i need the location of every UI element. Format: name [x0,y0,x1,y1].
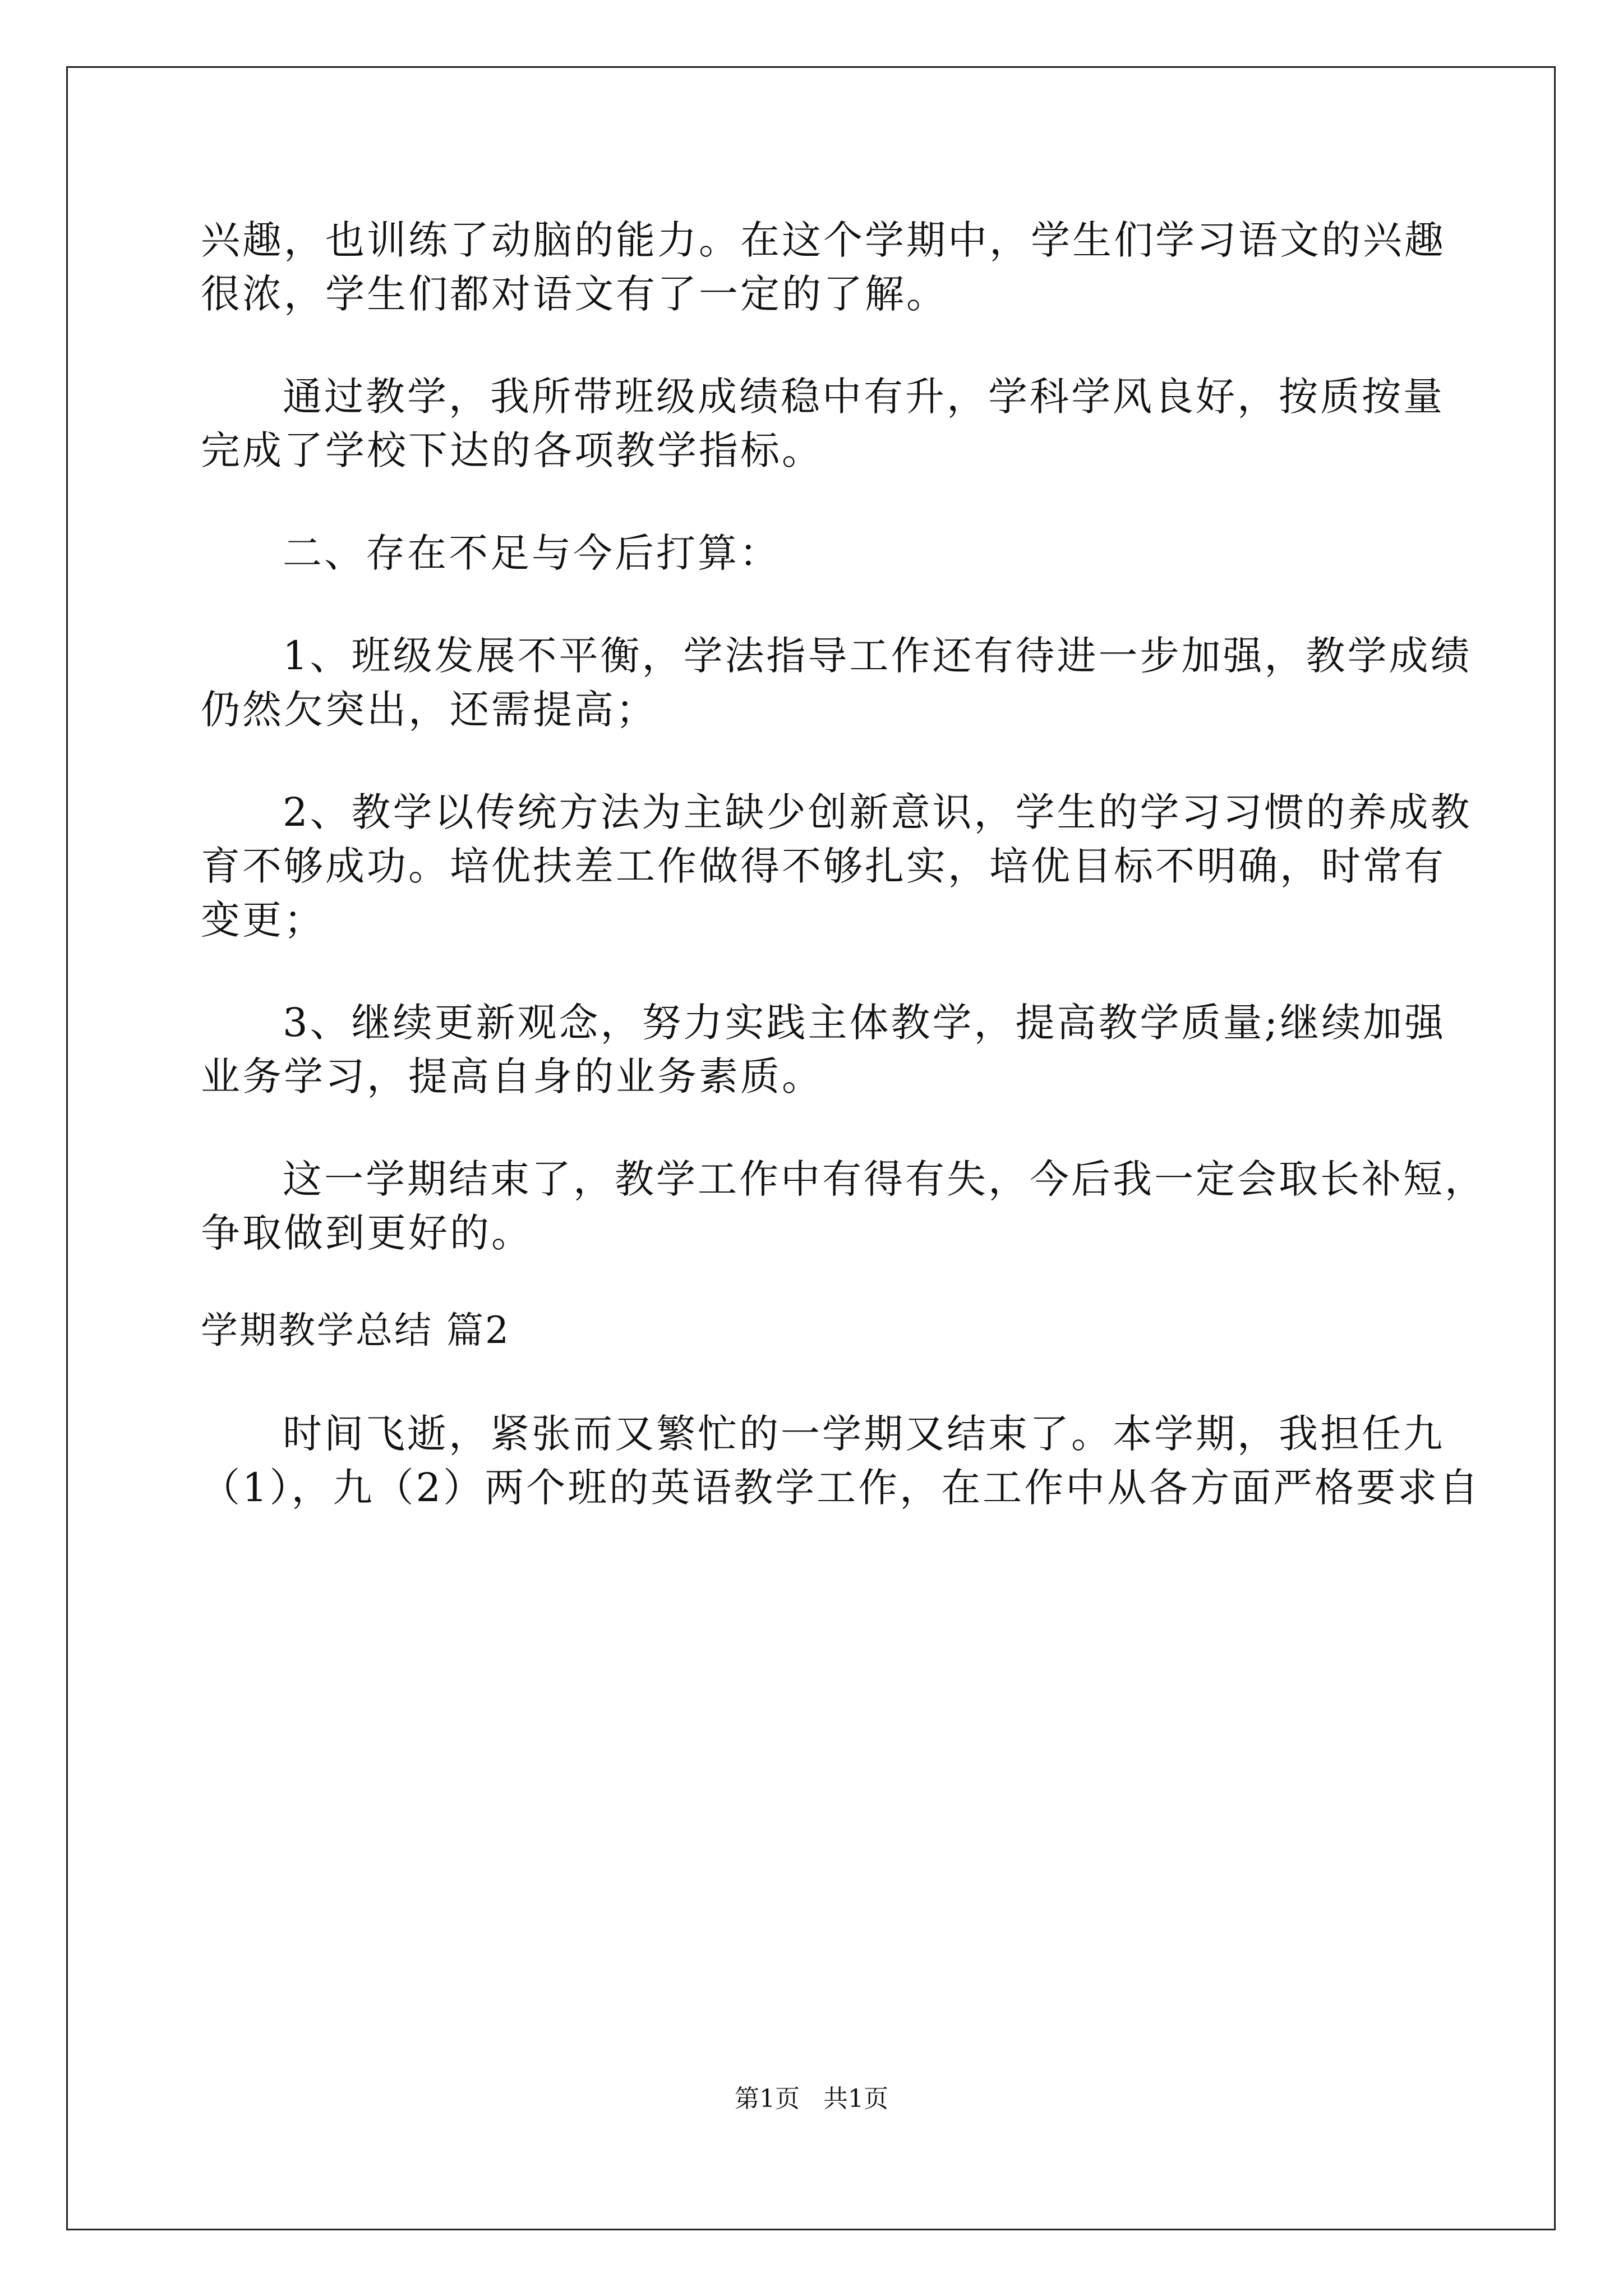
section-heading: 学期教学总结 篇2 [201,1309,510,1352]
paragraph-line: 3、继续更新观念，努力实践主体教学，提高教学质量;继续加强 [283,1000,1446,1046]
paragraph-line: 1、班级发展不平衡，学法指导工作还有待进一步加强，教学成绩 [283,633,1472,679]
paragraph-2 [201,370,1445,477]
paragraph-line: 业务学习，提高自身的业务素质。 [201,1053,823,1099]
section-paragraph [201,1407,1481,1515]
paragraph-line: （1），九（2）两个班的英语教学工作，在工作中从各方面严格要求自 [201,1465,1481,1511]
paragraph-line: 通过教学，我所带班级成绩稳中有升，学科学风良好，按质按量 [283,374,1445,420]
paragraph-line: 很浓，学生们都对语文有了一定的了解。 [201,271,948,317]
paragraph-1 [201,213,1446,321]
paragraph-line: 这一学期结束了，教学工作中有得有失，今后我一定会取长补短， [283,1156,1486,1202]
paragraph-line: 育不够成功。培优扶差工作做得不够扎实，培优目标不明确，时常有 [201,843,1446,889]
page-footer: 第1页 共1页 [735,2085,888,2113]
paragraph-line: 时间飞逝，紧张而又繁忙的一学期又结束了。本学期，我担任九 [283,1411,1445,1457]
paragraph-line: 变更； [201,897,325,943]
document-body [201,213,1486,1515]
paragraph-4 [201,629,1472,737]
paragraph-line: 争取做到更好的。 [201,1210,533,1256]
paragraph-6 [201,996,1446,1103]
paragraph-line: 兴趣，也训练了动脑的能力。在这个学期中，学生们学习语文的兴趣 [201,217,1446,263]
paragraph-line: 2、教学以传统方法为主缺少创新意识，学生的学习习惯的养成教 [283,789,1472,835]
paragraph-line: 仍然欠突出，还需提高； [201,687,657,733]
paragraph-5 [201,785,1472,947]
paragraph-3-subheading [201,526,1429,580]
paragraph-line: 完成了学校下达的各项教学指标。 [201,427,823,473]
subheading-line: 二、存在不足与今后打算： [283,530,781,576]
paragraph-7 [201,1152,1486,1260]
